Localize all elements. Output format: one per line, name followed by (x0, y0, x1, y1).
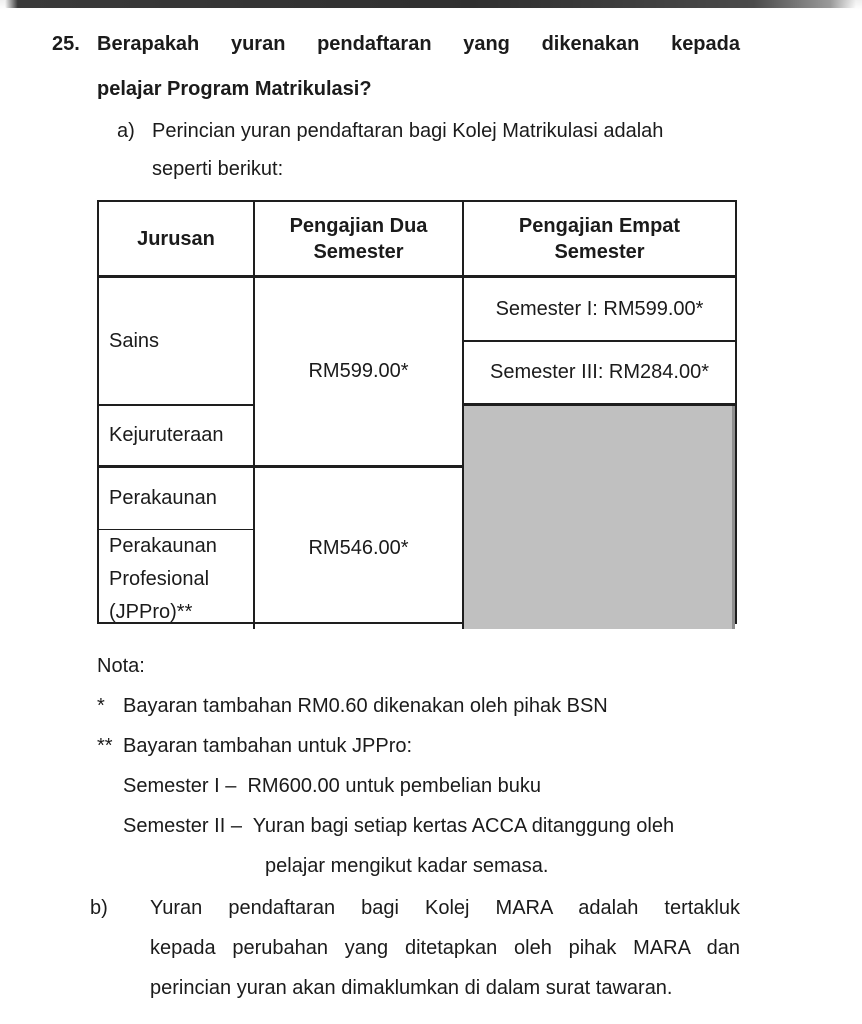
item-b (90, 888, 740, 1008)
nota-title: Nota: (97, 655, 145, 677)
item-b-label: b) (90, 897, 108, 919)
item-a-text (152, 112, 740, 188)
cell-fee-rm599: RM599.00* (255, 278, 464, 468)
cell-fee-rm546: RM546.00* (255, 468, 464, 629)
item-b-text (150, 888, 740, 1008)
item-a (117, 112, 740, 188)
nota-text: Bayaran tambahan RM0.60 dikenakan oleh pihak BSN (123, 695, 608, 717)
page-top-edge-artifact (5, 0, 856, 8)
header-label: Jurusan (137, 227, 215, 250)
question-line: Berapakah yuran pendaftaran yang dikenakan kepada (97, 33, 740, 55)
item-a-line: Perincian yuran pendaftaran bagi Kolej Matrikulasi adalah (152, 120, 664, 142)
cell-kejuruteraan: Kejuruteraan (99, 406, 255, 468)
header-cell-jurusan (99, 202, 255, 278)
item-a-line: seperti berikut: (152, 158, 284, 180)
nota-item (97, 686, 740, 726)
cell-perakaunan-profesional-jppro (99, 530, 255, 629)
fees-table (97, 200, 737, 624)
cell-semester-3-fee: Semester III: RM284.00* (464, 342, 735, 406)
item-b-line: Yuran pendaftaran bagi Kolej MARA adalah tertakluk (150, 897, 740, 919)
header-cell-pengajian-empat-semester (464, 202, 735, 278)
header-label-line: Pengajian Dua (289, 214, 428, 237)
page-content (52, 22, 740, 1008)
header-label-line: Pengajian Empat (518, 214, 681, 237)
cell-semester-1-fee: Semester I: RM599.00* (464, 278, 735, 342)
header-cell-pengajian-dua-semester (255, 202, 464, 278)
nota-marker: * (97, 695, 105, 717)
question-line: pelajar Program Matrikulasi? (97, 78, 372, 100)
nota-subitem-continuation: pelajar mengikut kadar semasa. (265, 855, 549, 877)
nota-text: Bayaran tambahan untuk JPPro: (123, 735, 413, 757)
cell-line: Profesional (109, 568, 210, 590)
item-b-line: kepada perubahan yang ditetapkan oleh pihak MARA dan (150, 937, 740, 959)
cell-line: (JPPro)** (109, 601, 193, 623)
header-label-line: Semester (554, 240, 645, 263)
question-text (97, 22, 740, 112)
item-a-label: a) (117, 120, 135, 142)
item-b-line: perincian yuran akan dimaklumkan di dalam surat tawaran. (150, 977, 673, 999)
nota-item (97, 726, 740, 766)
nota-marker: ** (97, 735, 113, 757)
cell-sains: Sains (99, 278, 255, 406)
header-label-line: Semester (313, 240, 404, 263)
nota-section (97, 646, 740, 886)
cell-line: Perakaunan (109, 535, 217, 557)
nota-subitem-semester-1: Semester I – RM600.00 untuk pembelian buku (123, 775, 542, 797)
cell-perakaunan: Perakaunan (99, 468, 255, 530)
question-25 (52, 22, 740, 112)
cell-shaded-empty (464, 406, 735, 629)
nota-subitem-semester-2: Semester II – Yuran bagi setiap kertas ACCA ditanggung oleh (123, 815, 675, 837)
question-number: 25. (52, 33, 80, 55)
